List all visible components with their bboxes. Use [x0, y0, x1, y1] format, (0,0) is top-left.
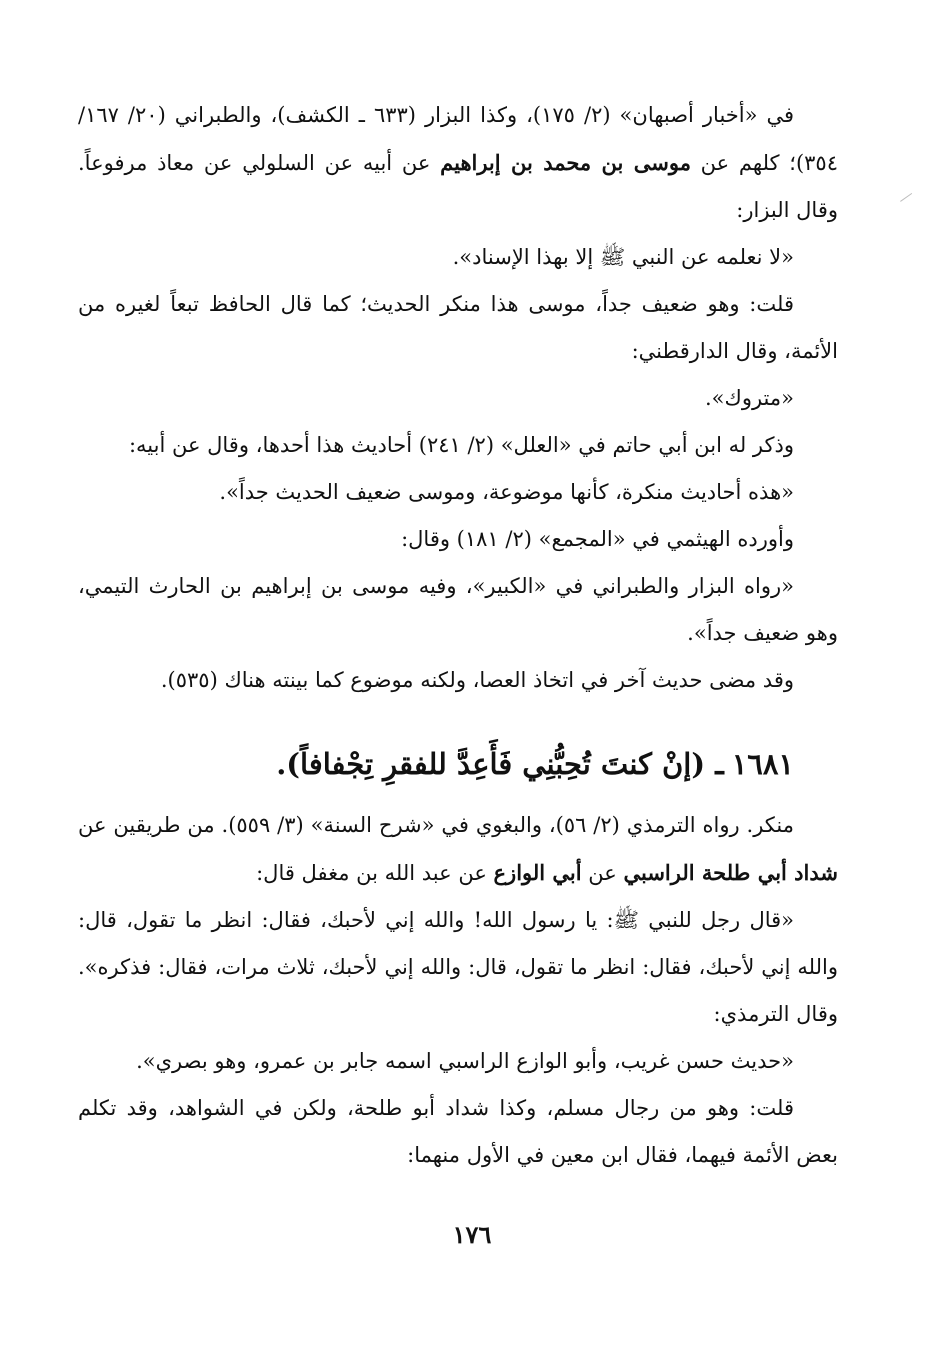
text-run: «قال رجل للنبي ﷺ: يا رسول الله! والله إني لأحبك، فقال: انظر ما تقول، قال: والله إني لأحبك، فقال: انظر ما تقول، قال: والله إني لأحبك، ثلاث مرات، فقال: فذكره». وقال الترمذي: — [78, 908, 838, 1026]
body-paragraph — [78, 1085, 838, 1179]
quotation-paragraph — [78, 375, 838, 422]
body-paragraph — [78, 802, 838, 897]
text-run: (إنْ كنتَ تُحِبُّنِي فَأَعِدَّ للفقرِ تِجْفافاً). — [276, 747, 706, 781]
text-run: وذكر له ابن أبي حاتم في «العلل» (٢/ ٢٤١) أحاديث هذا أحدها، وقال عن أبيه: — [128, 433, 794, 457]
narrator-name: أبي الوازع — [493, 860, 582, 885]
text-run: قلت: وهو من رجال مسلم، وكذا شداد أبو طلحة، ولكن في الشواهد، وقد تكلم بعض الأئمة فيهما، فقال ابن معين في الأول منهما: — [78, 1096, 838, 1167]
text-run: عن عبد الله بن مغفل قال: — [256, 861, 494, 885]
text-run: عن أبيه عن السلولي عن معاذ مرفوعاً. وقال البزار: — [78, 151, 838, 222]
body-paragraph — [78, 281, 838, 375]
hadith-number: ١٦٨١ — [731, 747, 794, 781]
text-run: «هذه أحاديث منكرة، كأنها موضوعة، وموسى ضعيف الحديث جداً». — [219, 480, 794, 504]
quotation-paragraph — [78, 1038, 838, 1085]
body-paragraph — [78, 92, 838, 234]
hadith-heading — [78, 734, 838, 794]
text-run: «حديث حسن غريب، وأبو الوازع الراسبي اسمه جابر بن عمرو، وهو بصري». — [136, 1049, 794, 1073]
text-run: «رواه البزار والطبراني في «الكبير»، وفيه موسى بن إبراهيم بن الحارث التيمي، وهو ضعيف جداً». — [78, 574, 838, 645]
text-run: وقد مضى حديث آخر في اتخاذ العصا، ولكنه موضوع كما بينته هناك (٥٣٥). — [160, 668, 794, 692]
text-run: «متروك». — [705, 386, 794, 410]
page-number: ١٧٦ — [452, 1220, 492, 1249]
body-paragraph — [78, 422, 838, 469]
quotation-paragraph — [78, 234, 838, 281]
body-paragraph — [78, 516, 838, 563]
quotation-paragraph — [78, 897, 838, 1038]
margin-pencil-mark — [900, 193, 918, 210]
hadith-number-dash: ـ — [715, 747, 724, 781]
text-run: قلت: وهو ضعيف جداً، موسى هذا منكر الحديث؛ كما قال الحافظ تبعاً لغيره من الأئمة، وقال الدارقطني: — [78, 292, 838, 363]
quotation-paragraph — [78, 563, 838, 657]
quotation-paragraph — [78, 469, 838, 516]
page-text-body — [78, 92, 838, 1179]
text-run: في «أخبار أصبهان» (٢/ ١٧٥)، وكذا البزار (٦٣٣ ـ الكشف)، والطبراني (٢٠/ ١٦٧/ ٣٥٤)؛ كلهم عن — [78, 103, 838, 175]
narrator-name: موسى بن محمد بن إبراهيم — [440, 150, 691, 175]
text-run: وأورده الهيثمي في «المجمع» (٢/ ١٨١) وقال: — [401, 527, 794, 551]
body-paragraph — [78, 657, 838, 704]
text-run: عن — [581, 861, 624, 885]
narrator-name: شداد أبي طلحة الراسبي — [623, 860, 838, 885]
text-run: «لا نعلمه عن النبي ﷺ إلا بهذا الإسناد». — [452, 245, 794, 269]
text-run: منكر. رواه الترمذي (٢/ ٥٦)، والبغوي في «شرح السنة» (٣/ ٥٥٩). من طريقين عن — [78, 813, 794, 837]
